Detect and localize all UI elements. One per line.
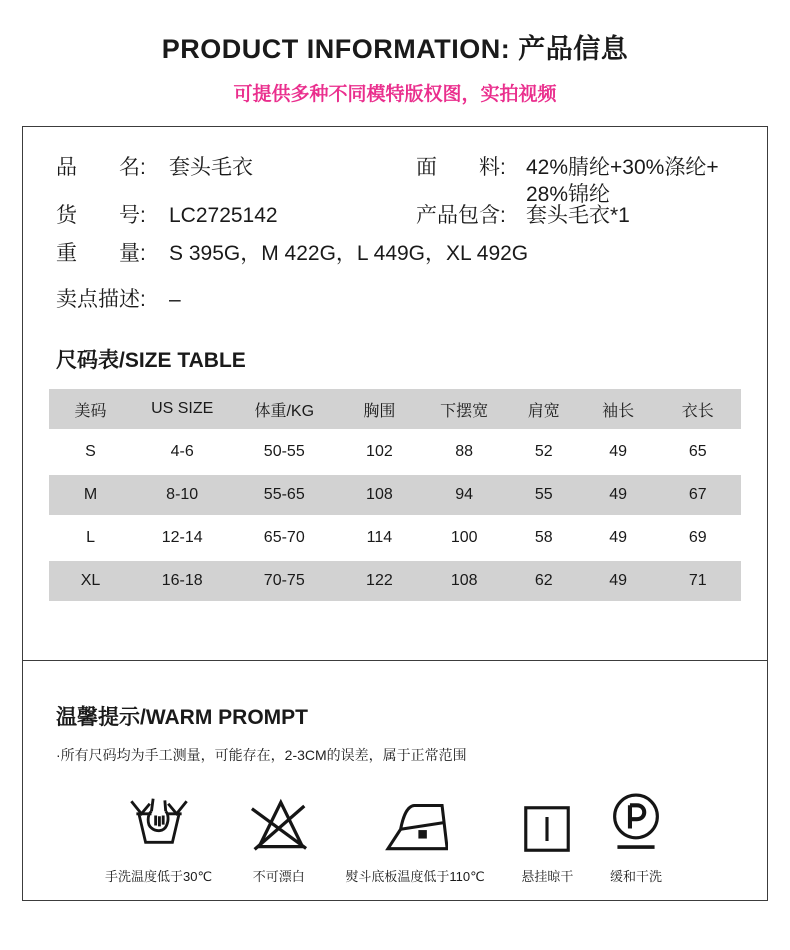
col-header-bust: 胸围 xyxy=(336,389,423,429)
field-sku xyxy=(56,202,416,229)
do-not-bleach-icon xyxy=(249,787,309,853)
selling-point-value: – xyxy=(169,288,181,311)
cell: 100 xyxy=(450,529,478,546)
cell: 69 xyxy=(688,529,707,546)
cell: 70-75 xyxy=(232,561,336,601)
field-product-name xyxy=(56,154,416,208)
col-header-hem-width: 下摆宽 xyxy=(423,389,506,429)
cell: M xyxy=(49,475,132,515)
size-row-m xyxy=(49,475,741,515)
cell: 50-55 xyxy=(263,443,305,460)
cell: L xyxy=(86,529,95,546)
cell: S xyxy=(85,443,96,460)
field-selling-point xyxy=(56,286,181,313)
product-spec-section xyxy=(23,127,767,661)
cell: 65-70 xyxy=(263,529,305,546)
cell: 94 xyxy=(423,475,506,515)
cell: 71 xyxy=(654,561,741,601)
care-item-hand-wash xyxy=(105,787,212,885)
hang-dry-icon xyxy=(523,787,571,853)
care-symbols-row xyxy=(56,787,734,885)
care-item-gentle-dry-clean xyxy=(610,787,662,885)
cell: XL xyxy=(49,561,132,601)
iron-low-temp-icon xyxy=(382,787,448,853)
package-value: 套头毛衣*1 xyxy=(526,204,630,227)
care-label: 悬挂晾干 xyxy=(521,869,574,884)
col-header-us-size: US SIZE xyxy=(132,389,232,429)
hand-wash-icon xyxy=(128,787,190,853)
cell: 49 xyxy=(582,475,655,515)
gentle-dry-clean-icon xyxy=(610,787,662,853)
cell: 122 xyxy=(336,561,423,601)
care-item-hang-dry xyxy=(521,787,573,885)
product-info-panel xyxy=(22,126,768,901)
cell: 52 xyxy=(534,443,553,460)
cell: 114 xyxy=(366,529,393,546)
cell: 55 xyxy=(506,475,582,515)
info-row-name-fabric xyxy=(56,154,734,208)
cell: 49 xyxy=(582,561,655,601)
cell: 49 xyxy=(609,443,628,460)
page-title: PRODUCT INFORMATION: 产品信息 xyxy=(161,34,629,64)
size-table-title: 尺码表/SIZE TABLE xyxy=(56,349,246,372)
page-subtitle: 可提供多种不同模特版权图，实拍视频 xyxy=(233,84,557,105)
cell: 49 xyxy=(609,529,628,546)
fabric-value xyxy=(526,154,719,208)
cell: 55-65 xyxy=(232,475,336,515)
cell: 58 xyxy=(534,529,553,546)
cell: 108 xyxy=(336,475,423,515)
warm-prompt-note: ·所有尺码均为手工测量，可能存在，2-3CM的误差，属于正常范围 xyxy=(56,747,467,763)
care-item-iron-low xyxy=(345,787,484,885)
fabric-value-line1: 42%腈纶+30%涤纶+ xyxy=(526,156,719,179)
product-name-label: 品 名: xyxy=(56,156,146,179)
fabric-value-line2: 28%锦纶 xyxy=(526,183,611,206)
warm-prompt-title: 温馨提示/WARM PROMPT xyxy=(56,706,308,729)
size-table xyxy=(49,386,741,604)
cell: 12-14 xyxy=(161,529,203,546)
care-label: 不可漂白 xyxy=(252,869,305,884)
cell: 62 xyxy=(506,561,582,601)
size-table-header-row xyxy=(49,389,741,429)
cell: 108 xyxy=(423,561,506,601)
size-row-xl xyxy=(49,561,741,601)
size-row-l xyxy=(49,518,741,558)
selling-point-label: 卖点描述: xyxy=(56,288,146,311)
care-item-no-bleach xyxy=(249,787,309,885)
info-row-weight xyxy=(56,240,734,267)
col-header-shoulder: 肩宽 xyxy=(506,389,582,429)
cell: 16-18 xyxy=(132,561,232,601)
care-label: 缓和干洗 xyxy=(609,869,662,884)
info-row-selling-point xyxy=(56,286,734,313)
cell: 4-6 xyxy=(170,443,194,460)
cell: 65 xyxy=(688,443,707,460)
size-row-s xyxy=(49,432,741,472)
cell: 88 xyxy=(455,443,474,460)
field-fabric xyxy=(416,154,719,208)
col-header-length: 衣长 xyxy=(654,389,741,429)
cell: 8-10 xyxy=(132,475,232,515)
field-weight xyxy=(56,240,528,267)
col-header-sleeve: 袖长 xyxy=(582,389,655,429)
cell: 102 xyxy=(366,443,393,460)
warm-prompt-section xyxy=(23,661,767,901)
cell: 67 xyxy=(654,475,741,515)
package-label: 产品包含: xyxy=(416,204,506,227)
sku-value: LC2725142 xyxy=(169,204,278,227)
field-package xyxy=(416,202,630,229)
weight-value: S 395G，M 422G，L 449G，XL 492G xyxy=(169,242,529,265)
col-header-weight-kg: 体重/KG xyxy=(232,389,336,429)
sku-label: 货 号: xyxy=(56,204,146,227)
weight-label: 重 量: xyxy=(56,242,146,265)
care-label: 熨斗底板温度低于110℃ xyxy=(345,869,485,884)
product-name-value: 套头毛衣 xyxy=(169,156,253,179)
fabric-label: 面 料: xyxy=(416,156,506,179)
col-header-us-code: 美码 xyxy=(49,389,132,429)
care-label: 手洗温度低于30℃ xyxy=(105,869,213,884)
